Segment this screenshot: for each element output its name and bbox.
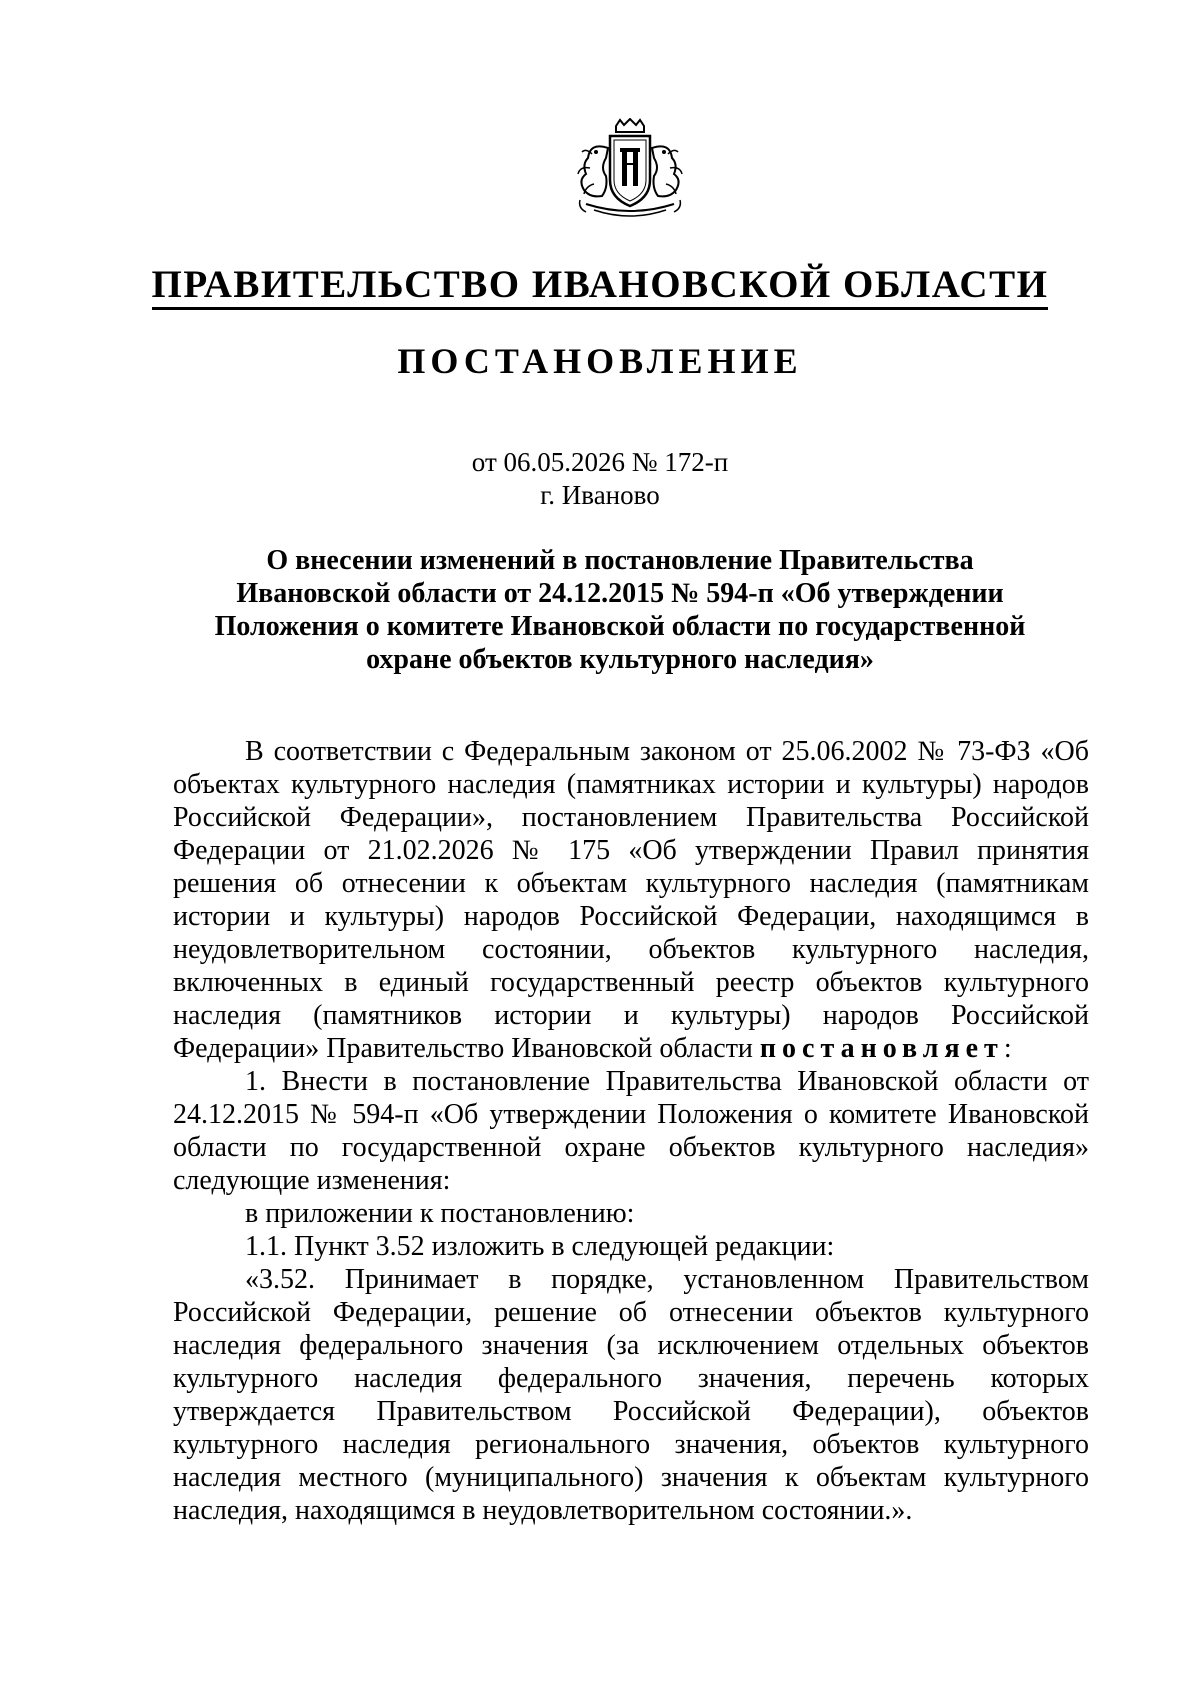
date-number-line: от 06.05.2026 № 172-п	[471, 447, 729, 477]
subject-line: охране объектов культурного наследия»	[366, 644, 874, 675]
appendix-paragraph: в приложении к постановлению:	[245, 1198, 635, 1229]
subject-line: Ивановской области от 24.12.2015 № 594-п «Об утверждении	[236, 578, 1004, 609]
item-1-paragraph: 1. Внести в постановление Правительства Ивановской области от 24.12.2015 № 594-п «Об утверждении Положения о комитете Ивановской области по государственной охране объектов культурного наследия» следующие изменения:	[173, 1066, 1089, 1196]
subject-line: Положения о комитете Ивановской области по государственной	[214, 611, 1026, 642]
coat-of-arms-emblem	[560, 118, 700, 228]
item-3-52-paragraph: «3.52. Принимает в порядке, установленном Правительством Российской Федерации, решение об отнесении объектов культурного наследия федерального значения (за исключением отдельных объектов культурного наследия федерального значения, перечень которых утверждается Правительством Российской Федерации), объектов культурного наследия регионального значения, объектов культурного наследия местного (муниципального) значения к объектам культурного наследия, находящимся в неудовлетворительном состоянии.».	[173, 1264, 1089, 1526]
item-1-1-paragraph: 1.1. Пункт 3.52 изложить в следующей редакции:	[245, 1231, 835, 1262]
organization-title: ПРАВИТЕЛЬСТВО ИВАНОВСКОЙ ОБЛАСТИ	[0, 262, 1200, 307]
document-subject	[170, 544, 1070, 676]
document-type-title: ПОСТАНОВЛЕНИЕ	[397, 341, 803, 381]
document-body	[173, 735, 1089, 1527]
subject-line: О внесении изменений в постановление Правительства	[266, 545, 974, 576]
city-line: г. Иваново	[540, 480, 660, 510]
decree-word: постановляет	[759, 1033, 1004, 1064]
preamble-paragraph: В соответствии с Федеральным законом от 25.06.2002 № 73-ФЗ «Об объектах культурного наследия (памятниках истории и культуры) народов Российской Федерации», постановлением Правительства Российской Федерации от 21.02.2026 № 175 «Об утверждении Правил принятия решения об отнесении к объектам культурного наследия (памятникам истории и культуры) народов Российской Федерации, находящимся в неудовлетворительном состоянии, объектов культурного наследия, включенных в единый государственный реестр объектов культурного наследия (памятников истории и культуры) народов Российской Федерации» Правительство Ивановской области постановляет:	[173, 736, 1089, 1064]
